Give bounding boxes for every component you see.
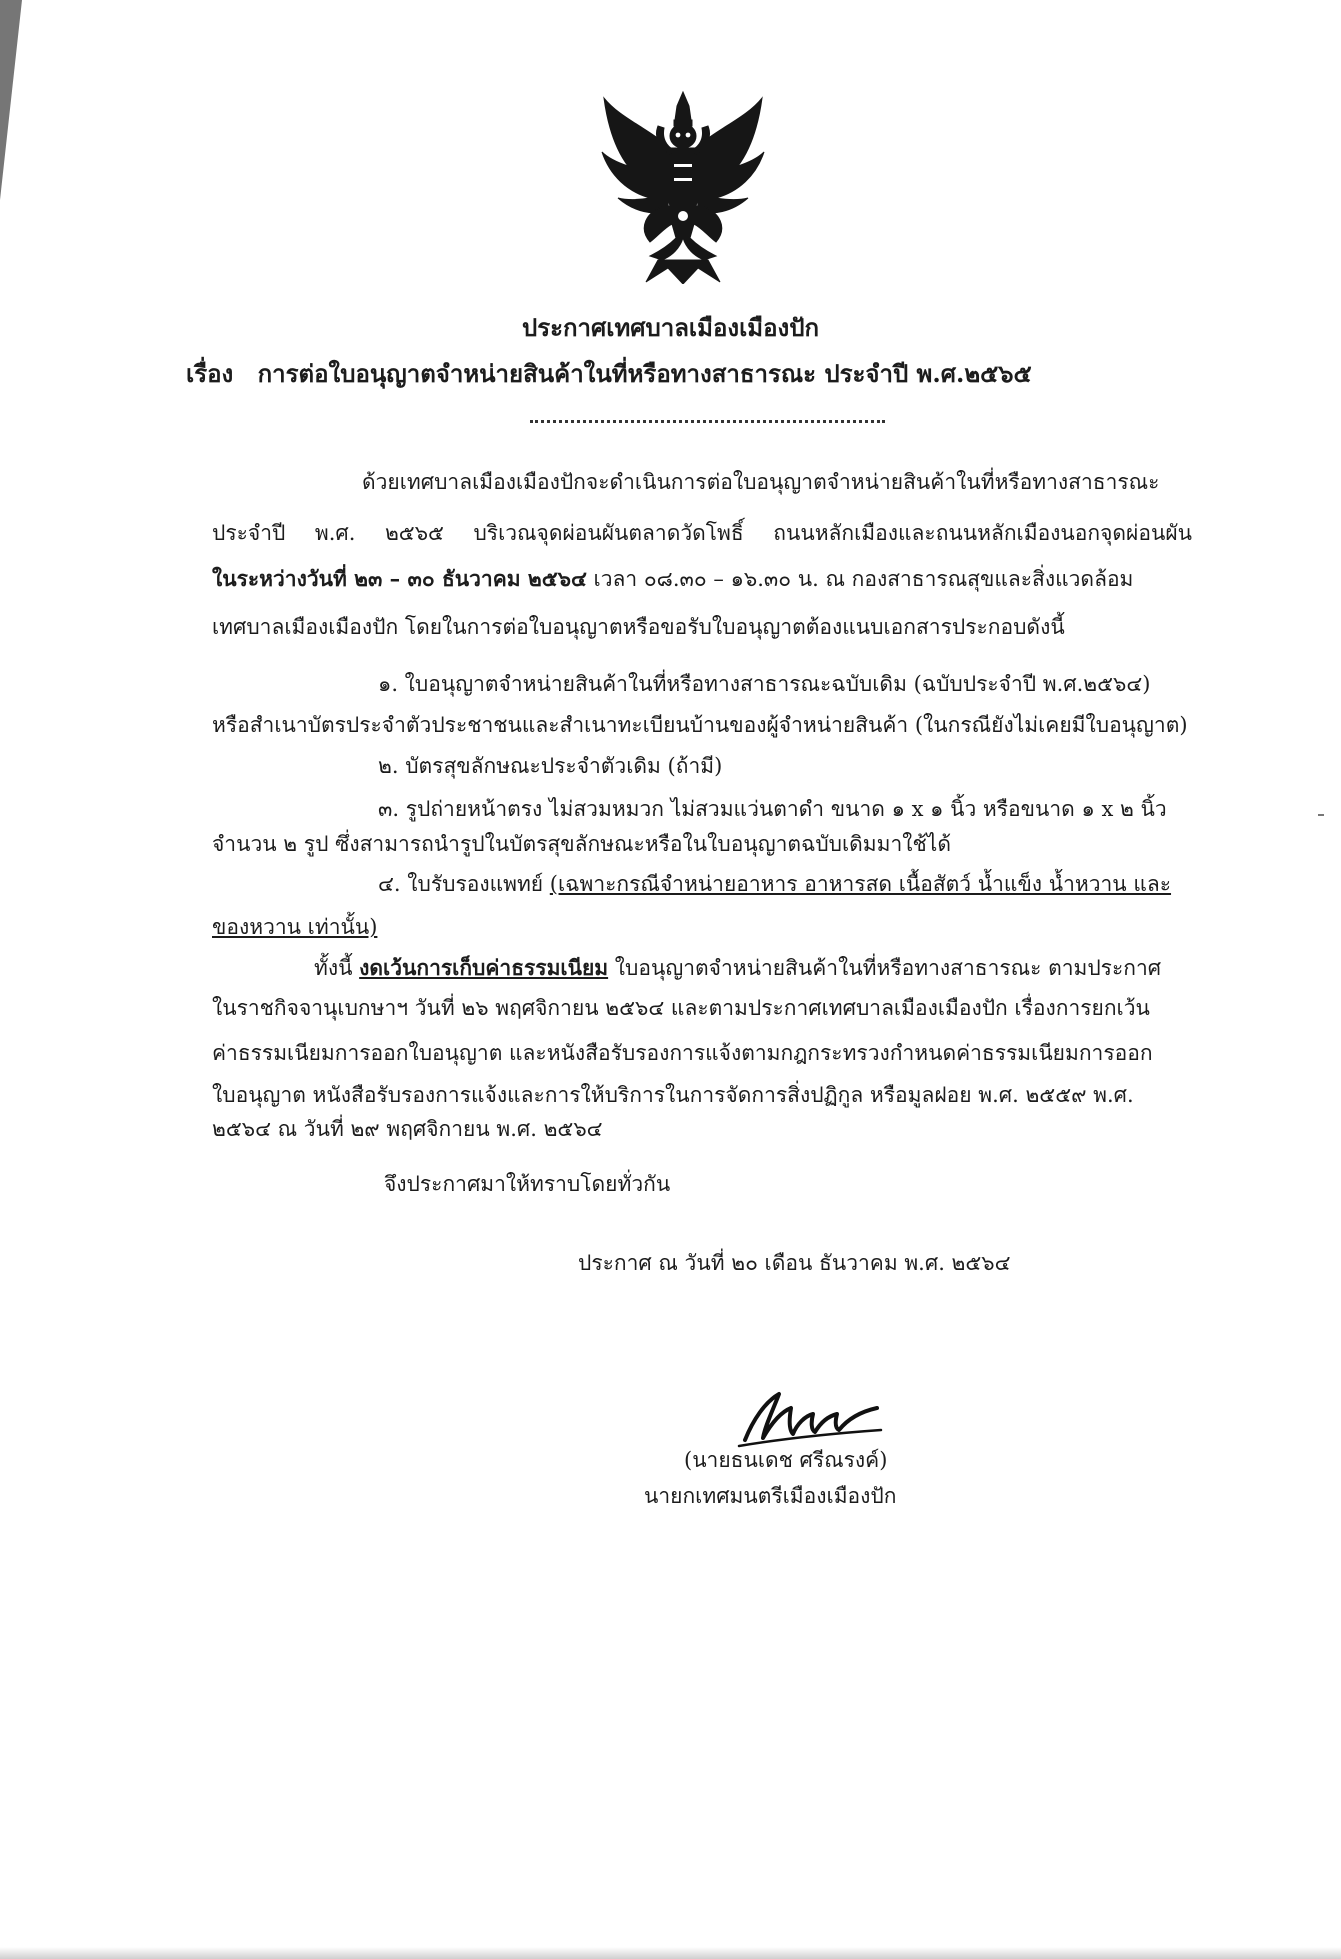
paragraph-line	[212, 1039, 1192, 1067]
list-item	[212, 752, 1192, 780]
paragraph-line	[212, 519, 1192, 547]
body-text: ในราชกิจจานุเบกษาฯ วันที่ ๒๖ พฤศจิกายน ๒๕๖๔ และตามประกาศเทศบาลเมืองเมืองปัก เรื่องการยกเว้น	[212, 996, 1150, 1020]
page-title: ประกาศเทศบาลเมืองเมืองปัก	[521, 313, 819, 342]
list-item	[212, 830, 1192, 858]
fee-waiver-bold: งดเว้นการเก็บค่าธรรมเนียม	[359, 955, 609, 980]
signer-name: (นายธนเดช ศรีณรงค์)	[684, 1448, 888, 1472]
list-item-text: ๒. บัตรสุขลักษณะประจำตัวเดิม (ถ้ามี)	[378, 754, 723, 778]
paragraph-line	[212, 468, 1192, 496]
list-item	[212, 795, 1192, 823]
list-item-text: ๔. ใบรับรองแพทย์	[378, 872, 550, 896]
date-range-bold: ในระหว่างวันที่ ๒๓ – ๓๐ ธันวาคม ๒๕๖๔	[212, 566, 587, 591]
body-text: ใบอนุญาตจำหน่ายสินค้าในที่หรือทางสาธารณะ ตามประกาศ	[608, 956, 1162, 980]
underlined-text: ของหวาน เท่านั้น)	[212, 915, 378, 939]
body-text: ด้วยเทศบาลเมืองเมืองปักจะดำเนินการต่อใบอนุญาตจำหน่ายสินค้าในที่หรือทางสาธารณะ	[362, 470, 1160, 494]
signature-image	[735, 1380, 885, 1450]
page-bottom-shadow	[0, 1947, 1341, 1959]
body-text: ประจำปี พ.ศ. ๒๕๖๕ บริเวณจุดผ่อนผันตลาดวัดโพธิ์ ถนนหลักเมืองและถนนหลักเมืองนอกจุดผ่อนผัน	[212, 521, 1192, 545]
list-item-text: จำนวน ๒ รูป ซึ่งสามารถนำรูปในบัตรสุขลักษณะหรือในใบอนุญาตฉบับเดิมมาใช้ได้	[212, 832, 951, 856]
subject-text: การต่อใบอนุญาตจำหน่ายสินค้าในที่หรือทางสาธารณะ ประจำปี พ.ศ.๒๕๖๕	[257, 359, 1032, 388]
body-text: ทั้งนี้	[314, 956, 360, 980]
closing-text: จึงประกาศมาให้ทราบโดยทั่วกัน	[384, 1172, 671, 1196]
edge-mark	[1318, 814, 1324, 816]
list-item-text: ๑. ใบอนุญาตจำหน่ายสินค้าในที่หรือทางสาธารณะฉบับเดิม (ฉบับประจำปี พ.ศ.๒๕๖๔)	[378, 672, 1151, 696]
list-item-text: ๓. รูปถ่ายหน้าตรง ไม่สวมหมวก ไม่สวมแว่นตาดำ ขนาด ๑ x ๑ นิ้ว หรือขนาด ๑ x ๒ นิ้ว	[378, 797, 1167, 821]
signer-title: นายกเทศมนตรีเมืองเมืองปัก	[644, 1484, 897, 1508]
page-corner-shadow	[0, 0, 22, 200]
list-item	[212, 870, 1192, 898]
subject-label: เรื่อง	[186, 359, 234, 388]
announcement-date: ประกาศ ณ วันที่ ๒๐ เดือน ธันวาคม พ.ศ. ๒๕๖๔	[578, 1251, 1011, 1275]
dotted-separator	[530, 420, 885, 423]
paragraph-line	[212, 1170, 1192, 1198]
body-text: ค่าธรรมเนียมการออกใบอนุญาต และหนังสือรับรองการแจ้งตามกฎกระทรวงกำหนดค่าธรรมเนียมการออก	[212, 1041, 1153, 1065]
paragraph-line	[212, 1115, 1192, 1143]
body-text: เวลา ๐๘.๓๐ – ๑๖.๓๐ น. ณ กองสาธารณสุขและสิ่งแวดล้อม	[586, 567, 1134, 591]
subject-line	[186, 354, 1186, 393]
body-text: เทศบาลเมืองเมืองปัก โดยในการต่อใบอนุญาตหรือขอรับใบอนุญาตต้องแนบเอกสารประกอบดังนี้	[212, 615, 1065, 639]
paragraph-line	[212, 613, 1192, 641]
list-item-text: หรือสำเนาบัตรประจำตัวประชาชนและสำเนาทะเบียนบ้านของผู้จำหน่ายสินค้า (ในกรณียังไม่เคยมีใบอนุญาต)	[212, 713, 1188, 737]
paragraph-line	[212, 1081, 1192, 1109]
garuda-emblem-icon	[598, 88, 768, 284]
list-item	[212, 711, 1192, 739]
body-text: ใบอนุญาต หนังสือรับรองการแจ้งและการให้บริการในการจัดการสิ่งปฏิกูล หรือมูลฝอย พ.ศ. ๒๕๕๙ พ.ศ.	[212, 1083, 1134, 1107]
list-item	[212, 670, 1192, 698]
body-text: ๒๕๖๔ ณ วันที่ ๒๙ พฤศจิกายน พ.ศ. ๒๕๖๔	[212, 1117, 603, 1141]
underlined-text: (เฉพาะกรณีจำหน่ายอาหาร อาหารสด เนื้อสัตว์ น้ำแข็ง น้ำหวาน และ	[549, 872, 1172, 896]
paragraph-line	[212, 994, 1192, 1022]
list-item	[212, 913, 1192, 941]
paragraph-line	[212, 565, 1192, 593]
paragraph-line	[212, 954, 1192, 982]
